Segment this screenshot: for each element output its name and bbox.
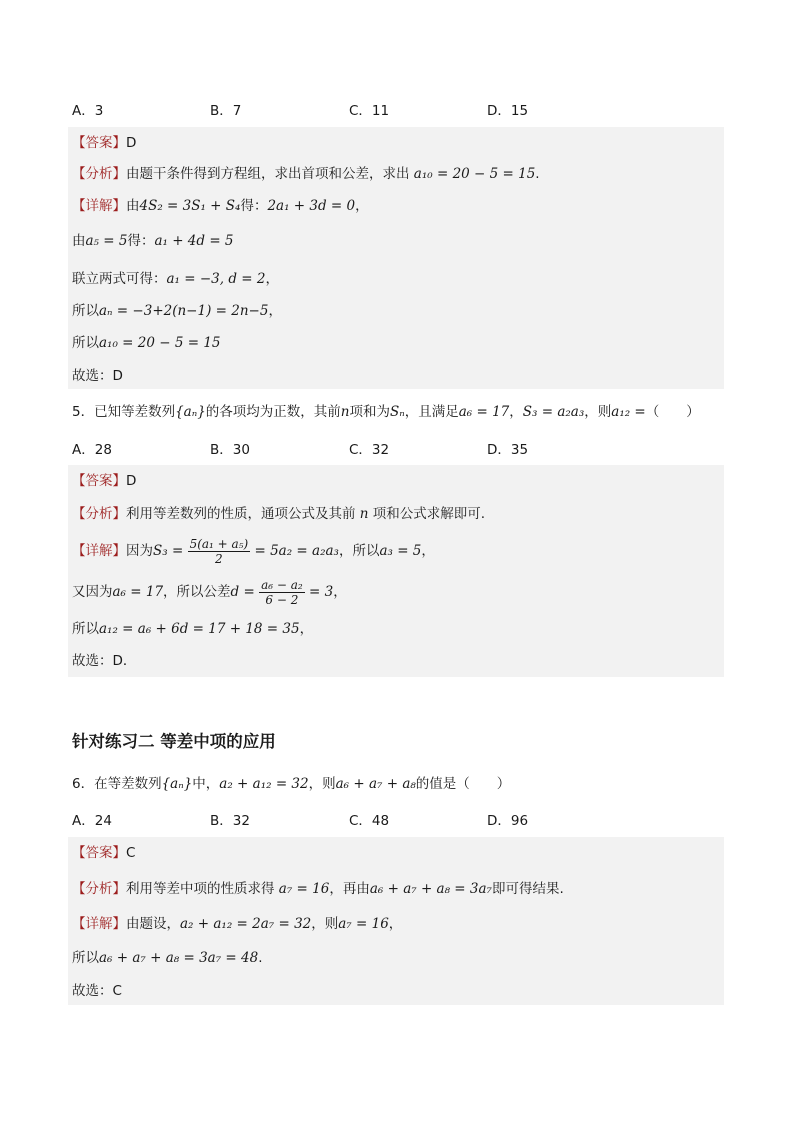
math-expr: a₆ + a₇ + a₈ (335, 776, 416, 792)
section-title: 针对练习二 等差中项的应用 (72, 732, 276, 751)
punct: . (258, 950, 263, 966)
answer-value: D (126, 473, 137, 489)
punct: . (535, 166, 540, 182)
analysis-tag: 【分析】 (72, 506, 126, 522)
q5-select: 故选：D． (72, 653, 137, 669)
answer-tag: 【答案】 (72, 135, 126, 151)
q6-option-b: B．32 (210, 813, 250, 829)
math-expr: a₁₂ = (611, 404, 646, 420)
math-expr: a₁ = −3, d = 2 (166, 271, 266, 287)
punct: ， (388, 916, 403, 932)
punct: ， (421, 543, 435, 559)
text: 联立两式可得： (72, 271, 167, 287)
math-expr: {aₙ} (175, 404, 206, 420)
q4-detail-line2 (72, 230, 234, 252)
text: ，所以 (338, 543, 380, 559)
q5-option-c: C．32 (349, 442, 390, 458)
q6-option-a: A．24 (72, 813, 112, 829)
q4-analysis (72, 163, 540, 185)
q6-options (72, 810, 722, 832)
q5-detail-line3 (72, 618, 313, 640)
text: 得： (127, 233, 155, 249)
q5-options (72, 439, 722, 461)
text: ，所以公差 (163, 584, 231, 600)
math-expr: a₂ + a₁₂ = 32 (219, 776, 309, 792)
fraction (259, 578, 305, 607)
answer-tag: 【答案】 (72, 845, 126, 861)
answer-value: C (126, 845, 136, 861)
math-expr: n (359, 506, 369, 522)
punct: ， (355, 198, 369, 214)
text: 的值是（ ） (415, 776, 511, 792)
q4-answer (72, 132, 136, 154)
text: ，且满足 (404, 404, 459, 420)
q4-select: 故选：D (72, 368, 123, 384)
math-expr: 2a₁ + 3d = 0 (267, 198, 356, 214)
math-expr: a₇ = 16 (338, 916, 389, 932)
math-expr: a₂ + a₁₂ = 2a₇ = 32 (180, 916, 312, 932)
text: 项和公式求解即可. (372, 506, 486, 522)
q6-option-d: D．96 (487, 813, 529, 829)
detail-tag: 【详解】 (72, 543, 126, 559)
analysis-tag: 【分析】 (72, 881, 126, 897)
math-expr: aₙ = −3+2(n−1) = 2n−5 (99, 303, 269, 319)
math-expr: a₁ + 4d = 5 (154, 233, 234, 249)
math-expr: a₆ + a₇ + a₈ = 3a₇ = 48 (99, 950, 259, 966)
text: ，则 (584, 404, 612, 420)
math-expr: a₁₂ = a₆ + 6d = 17 + 18 = 35 (99, 621, 300, 637)
analysis-text: 由题干条件得到方程组，求出首项和公差，求出 (126, 166, 410, 182)
q6-select: 故选：C (72, 983, 122, 999)
q4-option-c: C．11 (349, 103, 390, 119)
text: 5．已知等差数列 (72, 404, 176, 420)
q4-option-d: D．15 (487, 103, 529, 119)
q5-detail-line2 (72, 574, 347, 610)
answer-tag: 【答案】 (72, 473, 126, 489)
text: 即可得结果. (491, 881, 564, 897)
math-expr: = 3 (309, 584, 334, 600)
q5-analysis (72, 503, 485, 525)
punct: ， (333, 584, 347, 600)
text: 项和为 (349, 404, 390, 420)
math-expr: a₆ = 17 (458, 404, 510, 420)
text: 得： (240, 198, 268, 214)
text: 因为 (126, 543, 153, 559)
punct: ， (268, 303, 282, 319)
q6-answer (72, 842, 135, 864)
math-expr: Sₙ (390, 404, 405, 420)
text: 6．在等差数列 (72, 776, 162, 792)
text: 中， (192, 776, 220, 792)
text: 的各项均为正数，其前 (205, 404, 341, 420)
math-expr: d = (230, 584, 255, 600)
answer-value: D (126, 135, 137, 151)
math-expr: 4S₂ = 3S₁ + S₄ (139, 198, 241, 214)
text: 所以 (72, 335, 99, 351)
detail-tag: 【详解】 (72, 198, 126, 214)
math-expr: n (340, 404, 350, 420)
fraction (188, 537, 251, 566)
q4-option-a: A．3 (72, 103, 104, 119)
q4-detail-line3 (72, 268, 279, 290)
q4-detail-line4 (72, 300, 282, 322)
punct: ， (509, 404, 523, 420)
text: 所以 (72, 621, 99, 637)
math-expr: a₆ + a₇ + a₈ = 3a₇ (369, 881, 492, 897)
text: 所以 (72, 303, 99, 319)
q6-option-c: C．48 (349, 813, 390, 829)
fraction-denominator: 2 (215, 551, 223, 566)
q5-solution-box (68, 465, 724, 677)
math-expr: = 5a₂ = a₂a₃ (254, 543, 339, 559)
text: 由题设， (126, 916, 180, 932)
q5-option-b: B．30 (210, 442, 250, 458)
text: ，则 (311, 916, 339, 932)
punct: ， (265, 271, 279, 287)
q5-option-d: D．35 (487, 442, 529, 458)
math-expr: {aₙ} (161, 776, 193, 792)
math-expr: S₃ = (153, 543, 184, 559)
text: ，则 (308, 776, 336, 792)
q4-detail-line5 (72, 332, 221, 354)
analysis-text: 利用等差中项的性质求得 (126, 881, 275, 897)
math-expr: a₅ = 5 (85, 233, 128, 249)
analysis-tag: 【分析】 (72, 166, 126, 182)
q6-stem (72, 773, 510, 795)
q4-detail (72, 195, 369, 217)
text: 由 (126, 198, 140, 214)
q5-answer (72, 470, 136, 492)
analysis-text: 利用等差数列的性质，通项公式及其前 (126, 506, 356, 522)
detail-tag: 【详解】 (72, 916, 126, 932)
q4-options (72, 100, 722, 122)
text: 又因为 (72, 584, 113, 600)
q5-stem (72, 401, 700, 423)
answer-blank: （ ） (645, 404, 700, 420)
math-expr: a₁₀ = 20 − 5 = 15 (99, 335, 221, 351)
math-expr: S₃ = a₂a₃ (522, 404, 585, 420)
fraction-numerator: 5(a₁ + a₅) (189, 536, 249, 551)
math-expr: a₃ = 5 (379, 543, 422, 559)
q6-analysis (72, 878, 564, 900)
q6-detail (72, 913, 402, 935)
fraction-numerator: a₆ − a₂ (261, 577, 303, 592)
punct: ， (299, 621, 314, 637)
text: ，再由 (329, 881, 370, 897)
math-expr: a₆ = 17 (112, 584, 164, 600)
math-expr: a₁₀ = 20 − 5 = 15 (413, 166, 536, 182)
q5-detail (72, 533, 435, 569)
q5-option-a: A．28 (72, 442, 112, 458)
math-expr: a₇ = 16 (278, 881, 330, 897)
text: 所以 (72, 950, 99, 966)
q6-detail-line2 (72, 947, 262, 969)
q4-option-b: B．7 (210, 103, 242, 119)
fraction-denominator: 6 − 2 (265, 592, 299, 607)
text: 由 (72, 233, 86, 249)
